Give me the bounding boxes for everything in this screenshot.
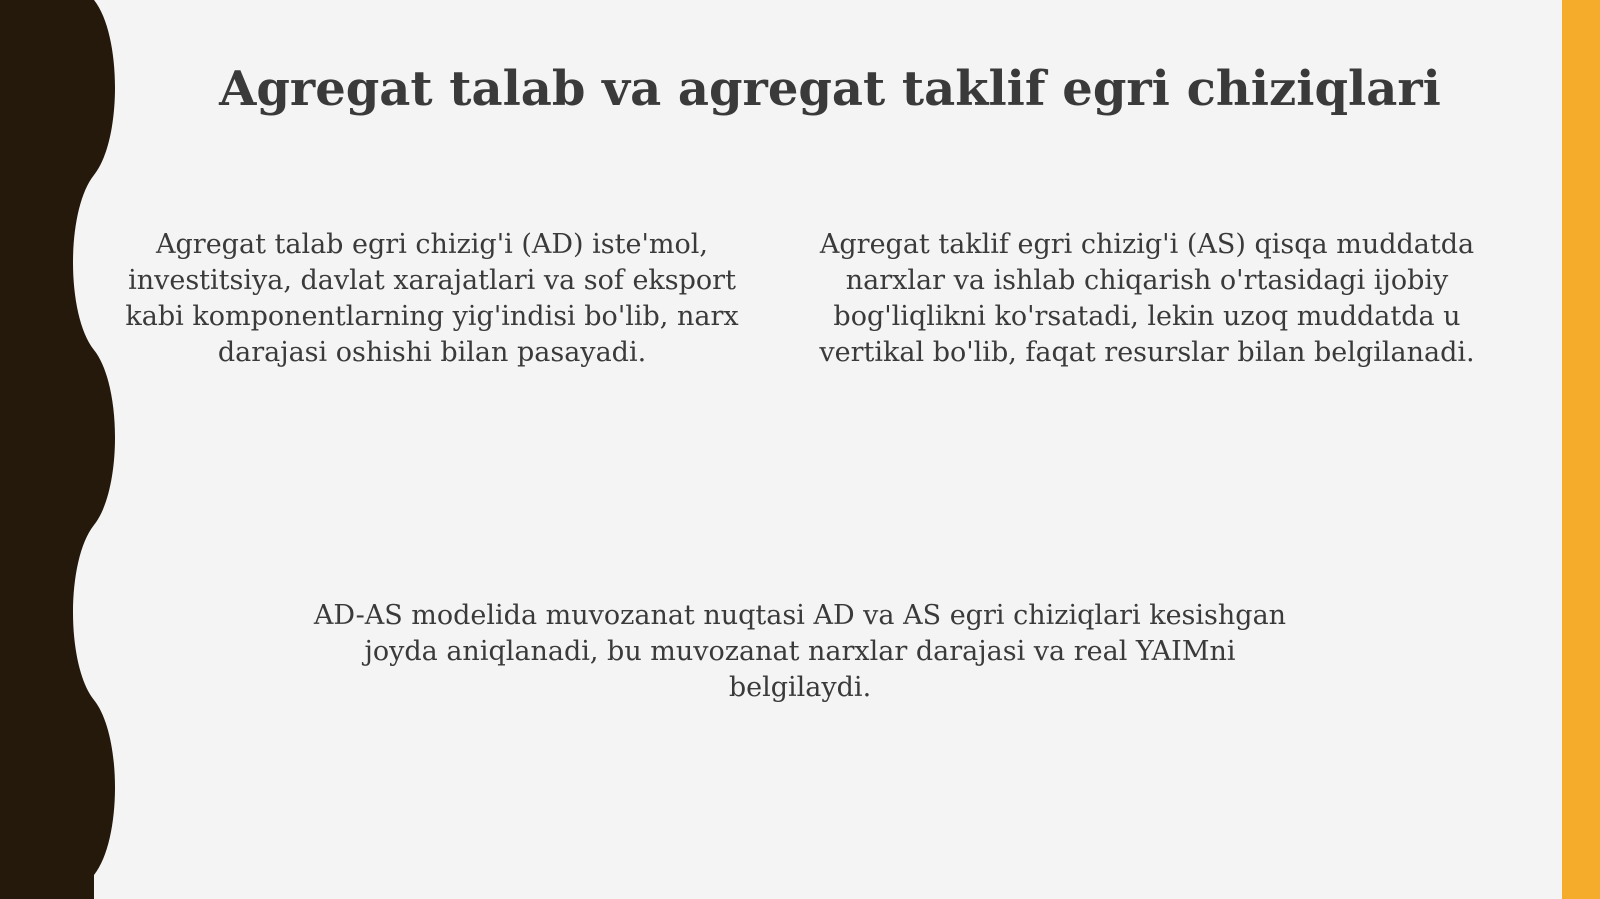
- paragraph-equilibrium: AD-AS modelida muvozanat nuqtasi AD va AS egri chiziqlari kesishgan joyda aniqlanadi, bu muvozanat narxlar darajasi va real YAIMni belgilaydi.: [313, 600, 1287, 703]
- accent-stripe: [1562, 0, 1600, 899]
- wavy-dark-band: [0, 0, 130, 899]
- paragraph-aggregate-supply: Agregat taklif egri chizig'i (AS) qisqa muddatda narxlar va ishlab chiqarish o'rtasidagi ijobiy bog'liqlikni ko'rsatadi, lekin uzoq muddatda u vertikal bo'lib, faqat resurslar bilan belgilanadi.: [819, 229, 1475, 368]
- paragraph-aggregate-demand: Agregat talab egri chizig'i (AD) iste'mol, investitsiya, davlat xarajatlari va sof eksport kabi komponentlarning yig'indisi bo'lib, narx darajasi oshishi bilan pasayadi.: [125, 229, 739, 368]
- wavy-band-shape: [0, 0, 115, 899]
- slide-title: Agregat talab va agregat taklif egri chiziqlari: [219, 61, 1441, 117]
